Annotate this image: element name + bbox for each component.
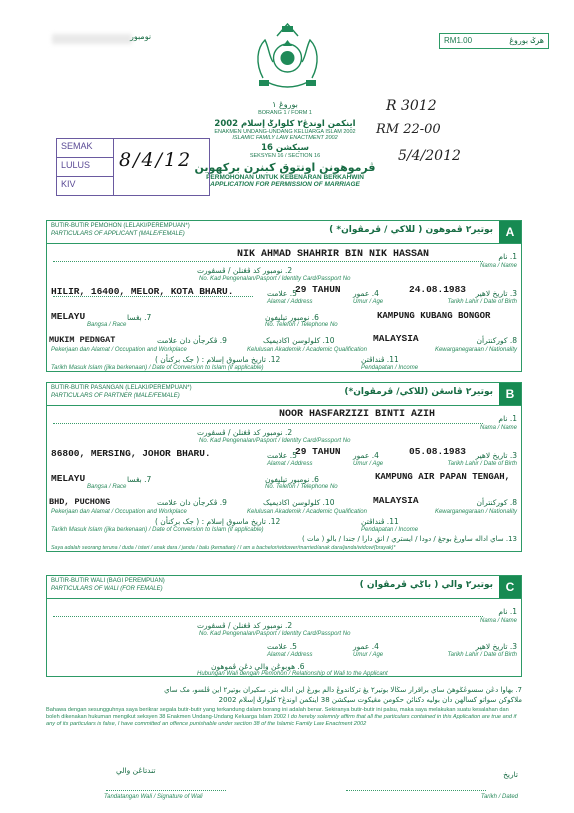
partner-conversion-label: Tarikh Masuk Islam (jika berkenaan) / Date of Conversion to Islam (if applicable) bbox=[51, 527, 264, 533]
form-number-jawi: بوروڠ ١ bbox=[272, 100, 298, 109]
section-c-wali bbox=[46, 575, 522, 677]
partner-address-label: Alamat / Address bbox=[267, 461, 313, 467]
section-c-title-malay: BUTIR-BUTIR WALI (BAGI PEREMPUAN) bbox=[51, 578, 165, 584]
partner-dob-label: Tarikh Lahir / Date of Birth bbox=[447, 461, 517, 467]
applicant-age: 29 TAHUN bbox=[295, 284, 341, 295]
partner-income-label: Pendapatan / Income bbox=[361, 527, 419, 533]
redacted-top bbox=[52, 34, 132, 44]
partner-nationality-jawi: 8. کورکنترأن bbox=[476, 498, 517, 507]
dob-field-label: Tarikh Lahir / Date of Birth bbox=[447, 299, 517, 305]
section-a-applicant bbox=[46, 220, 522, 372]
fee-value: RM1.00 bbox=[444, 36, 473, 45]
phone-label: نومبور bbox=[130, 32, 152, 41]
section-a-title-malay: BUTIR-BUTIR PEMOHON (LELAKI/PEREMPUAN*) bbox=[51, 223, 190, 229]
address-field-jawi: 5. علامت bbox=[267, 289, 297, 298]
income-field-jawi: 11. ڤنداڤتن bbox=[361, 355, 399, 364]
fee-box bbox=[439, 33, 549, 49]
wali-relation-jawi: 6. هوبوڠن والي دڠن ڤموهون bbox=[211, 662, 305, 671]
partner-edu-jawi: 10. کلولوسن اکاديميک bbox=[263, 498, 335, 507]
marital-status-label: Saya adalah seorang teruna / duda / isteri / anak dara / janda / balu (kematian) / I am a bachelor/widower/married/anak dara/janda/widow/(brayak)* bbox=[51, 545, 396, 551]
race-field-label: Bangsa / Race bbox=[87, 322, 127, 328]
declaration bbox=[46, 686, 522, 728]
nationality-field-label: Kewarganegaraan / Nationality bbox=[434, 347, 517, 353]
declaration-malay bbox=[46, 707, 522, 728]
title-malay: PERMOHONAN UNTUK KEBENARAN BERKAHWIN bbox=[206, 174, 364, 181]
ic-field-label: No. Kad Pengenalan/Pasport / Identity Card/Passport No bbox=[199, 276, 351, 282]
wali-signature-jawi: تندتاڠن والي bbox=[116, 766, 156, 775]
section-b-letter: B bbox=[499, 383, 521, 405]
edu-field-label: Kelulusan Akademik / Academic Qualification bbox=[247, 347, 367, 353]
applicant-nationality: MALAYSIA bbox=[373, 333, 419, 344]
wali-dob-jawi: 3. تاريخ لاهير bbox=[475, 642, 517, 651]
partner-job-label: Pekerjaan dan Alamat / Occupation and Workplace bbox=[51, 509, 187, 515]
fee-label: هرݢ بوروڠ bbox=[509, 36, 544, 45]
applicant-name: NIK AHMAD SHAHRIR BIN NIK HASSAN bbox=[237, 249, 430, 260]
age-field-label: Umur / Age bbox=[353, 299, 384, 305]
job-field-jawi: 9. ڤکرجأن دان علامت bbox=[157, 336, 227, 345]
wali-ic-jawi: 2. نومبور کد ڤڠنلن / ڤسڤورت bbox=[197, 621, 293, 630]
section-c-title-english: PARTICULARS OF WALI (FOR FEMALE) bbox=[51, 586, 163, 592]
race-field-jawi: 7. بڠسا bbox=[127, 313, 152, 322]
applicant-race: MELAYU bbox=[51, 311, 86, 322]
enactment-malay: ENAKMEN UNDANG-UNDANG KELUARGA ISLAM 2002 bbox=[214, 129, 356, 135]
section-c-title-jawi: بوتير٢ والي ( باݢي ڤرمڤوان ) bbox=[359, 580, 493, 590]
partner-age-label: Umur / Age bbox=[353, 461, 384, 467]
stamp-semak: SEMAK bbox=[61, 141, 93, 151]
section-a-letter: A bbox=[499, 221, 521, 243]
title-english: APPLICATION FOR PERMISSION OF MARRIAGE bbox=[210, 181, 360, 188]
date-field-label: Tarikh / Dated bbox=[480, 794, 518, 800]
partner-race: MELAYU bbox=[51, 473, 86, 484]
applicant-dob: 24.08.1983 bbox=[409, 284, 467, 295]
wali-name-jawi: 1. نام bbox=[498, 607, 517, 616]
ic-field-jawi: 2. نومبور کد ڤڠنلن / ڤسڤورت bbox=[197, 266, 293, 275]
partner-address-jawi: 5. علامت bbox=[267, 451, 297, 460]
partner-race-jawi: 7. بڠسا bbox=[127, 475, 152, 484]
tel-field-label: No. Telefon / Telephone No bbox=[265, 322, 338, 328]
section-b-title-malay: BUTIR-BUTIR PASANGAN (LELAKI/PEREMPUAN*) bbox=[51, 385, 192, 391]
enactment-english: ISLAMIC FAMILY LAW ENACTMENT 2002 bbox=[232, 135, 338, 141]
dob-field-jawi: 3. تاريخ لاهير bbox=[475, 289, 517, 298]
wali-name-label: Nama / Name bbox=[479, 618, 517, 624]
wali-relation-label: Hubungan Wali dengan Pemohon / Relationship of Wali to the Applicant bbox=[197, 671, 388, 677]
wali-address-label: Alamat / Address bbox=[267, 652, 313, 658]
partner-nationality-label: Kewarganegaraan / Nationality bbox=[434, 509, 517, 515]
partner-dob: 05.08.1983 bbox=[409, 446, 467, 457]
signature-area bbox=[46, 760, 522, 810]
name-field-label: Nama / Name bbox=[479, 263, 517, 269]
declaration-jawi-line1: 7. بهاوا دڠن سسوڠݢوهڽ ساي براقرار سڬالا بوتير٢ يڠ ترکاندوڠ دالم بورڠ اين اداله بنر. سکيران بوتير٢ اين ڤلسو، مک ساي bbox=[164, 686, 522, 694]
stamp-date-handwritten: 8/4/12 bbox=[119, 149, 193, 171]
partner-job-jawi: 9. ڤکرجأن دان علامت bbox=[157, 498, 227, 507]
handwritten-reference: R 3012 bbox=[386, 98, 437, 114]
edu-field-jawi: 10. کلولوسن اکاديميک bbox=[263, 336, 335, 345]
wali-ic-label: No. Kad Pengenalan/Pasport / Identity Card/Passport No bbox=[199, 631, 351, 637]
partner-race-label: Bangsa / Race bbox=[87, 484, 127, 490]
job-field-label: Pekerjaan dan Alamat / Occupation and Workplace bbox=[51, 347, 187, 353]
partner-conversion-jawi: 12. تاريخ ماسوق إسلام : ( جک برکنأن ) bbox=[155, 517, 281, 526]
declaration-malay-text: Bahawa dengan sesungguhnya saya berikrar segala butir-butir yang terkandung dalam borang ini adalah benar. Sekiranya butir-butir ini palsu, maka saya melakukan suatu kesalahan dan boleh dikenakan hukuman mengikut seksyen 38 Enakmen Undang-Undang Keluarga Islam 2002 bbox=[46, 707, 509, 720]
enactment-jawi: اينکمن اوندڠ٢ کلوارݢ إسلام 2002 bbox=[214, 119, 356, 129]
tel-field-jawi: 6. نومبور تيليفون bbox=[265, 313, 319, 322]
section-number: SEKSYEN 16 / SECTION 16 bbox=[249, 153, 321, 159]
nationality-field-jawi: 8. کورکنترأن bbox=[476, 336, 517, 345]
form-number: BORANG 1 / FORM 1 bbox=[258, 110, 312, 116]
applicant-birthplace: KAMPUNG KUBANG BONGOR bbox=[377, 311, 491, 321]
section-jawi: سيکشن 16 bbox=[261, 143, 309, 153]
section-b-title-jawi: بوتير٢ ڤاسڠن (للاکي/ ڤرمڤوان*) bbox=[344, 387, 493, 397]
applicant-workplace: MUKIM PEDNGAT bbox=[49, 335, 116, 345]
section-b-partner bbox=[46, 382, 522, 552]
partner-address: 86800, MERSING, JOHOR BHARU. bbox=[51, 448, 211, 459]
partner-tel-label: No. Telefon / Telephone No bbox=[265, 484, 338, 490]
approval-stamp bbox=[56, 138, 210, 196]
partner-name-label: Nama / Name bbox=[479, 425, 517, 431]
name-field-jawi: 1. نام bbox=[498, 252, 517, 261]
stamp-lulus: LULUS bbox=[61, 160, 91, 170]
age-field-jawi: 4. عمور bbox=[353, 289, 379, 298]
partner-edu-label: Kelulusan Akademik / Academic Qualification bbox=[247, 509, 367, 515]
state-crest-emblem bbox=[245, 18, 330, 96]
partner-income-jawi: 11. ڤنداڤتن bbox=[361, 517, 399, 526]
partner-name: NOOR HASFARZIZI BINTI AZIH bbox=[279, 409, 436, 420]
partner-nationality: MALAYSIA bbox=[373, 495, 419, 506]
section-a-title-jawi: بوتير٢ ڤموهون ( للاکي / ڤرمڤوان* ) bbox=[329, 225, 493, 235]
partner-age-jawi: 4. عمور bbox=[353, 451, 379, 460]
partner-name-jawi: 1. نام bbox=[498, 414, 517, 423]
section-b-header bbox=[47, 383, 521, 405]
declaration-jawi-line2: ملاکوکن سواتو کسالهن دان بوليه دکنائن حکومن مڠيکوت سيکشن 38 اينکمن اوندڠ٢ کلوارݢ إسلام 2002 bbox=[218, 696, 522, 704]
partner-dob-jawi: 3. تاريخ لاهير bbox=[475, 451, 517, 460]
title-jawi: ڤرموهونن اونتوق کبنرن برکهوين bbox=[194, 161, 376, 174]
section-c-header bbox=[47, 576, 521, 598]
wali-age-jawi: 4. عمور bbox=[353, 642, 379, 651]
conversion-field-jawi: 12. تاريخ ماسوق إسلام : ( جک برکنأن ) bbox=[155, 355, 281, 364]
declaration-english: I do hereby solemnly affirm that all the particulars contained in this Application are true and if any of its particulars is false, I have committed an offence punishable under section 38 of the Islamic Family Law Enactment 2002 bbox=[46, 714, 517, 727]
conversion-field-label: Tarikh Masuk Islam (jika berkenaan) / Date of Conversion to Islam (if applicable) bbox=[51, 365, 264, 371]
wali-dob-label: Tarikh Lahir / Date of Birth bbox=[447, 652, 517, 658]
partner-age: 29 TAHUN bbox=[295, 446, 341, 457]
partner-ic-label: No. Kad Pengenalan/Pasport / Identity Card/Passport No bbox=[199, 438, 351, 444]
partner-tel-jawi: 6. نومبور تيليفون bbox=[265, 475, 319, 484]
partner-ic-jawi: 2. نومبور کد ڤڠنلن / ڤسڤورت bbox=[197, 428, 293, 437]
date-field-jawi: تاريخ bbox=[503, 770, 518, 779]
partner-birthplace: KAMPUNG AIR PAPAN TENGAH, bbox=[375, 472, 511, 482]
marital-status-jawi: 13. ساي اداله ساورڠ بوجڠ / دودا / ايستري / انق دارا / جندا / بالو ( مات ) bbox=[301, 535, 517, 543]
wali-address-jawi: 5. علامت bbox=[267, 642, 297, 651]
partner-workplace: BHD, PUCHONG bbox=[49, 497, 111, 507]
section-a-header bbox=[47, 221, 521, 243]
address-field-label: Alamat / Address bbox=[267, 299, 313, 305]
wali-signature-label: Tandatangan Wali / Signature of Wali bbox=[104, 794, 203, 800]
section-c-letter: C bbox=[499, 576, 521, 598]
wali-age-label: Umur / Age bbox=[353, 652, 384, 658]
handwritten-date: 5/4/2012 bbox=[398, 148, 461, 164]
section-a-title-english: PARTICULARS OF APPLICANT (MALE/FEMALE) bbox=[51, 231, 185, 237]
section-b-title-english: PARTICULARS OF PARTNER (MALE/FEMALE) bbox=[51, 393, 180, 399]
handwritten-amount: RM 22-00 bbox=[376, 122, 441, 137]
income-field-label: Pendapatan / Income bbox=[361, 365, 419, 371]
applicant-address: HILIR, 16400, MELOR, KOTA BHARU. bbox=[51, 286, 234, 297]
stamp-kiv: KIV bbox=[61, 179, 76, 189]
